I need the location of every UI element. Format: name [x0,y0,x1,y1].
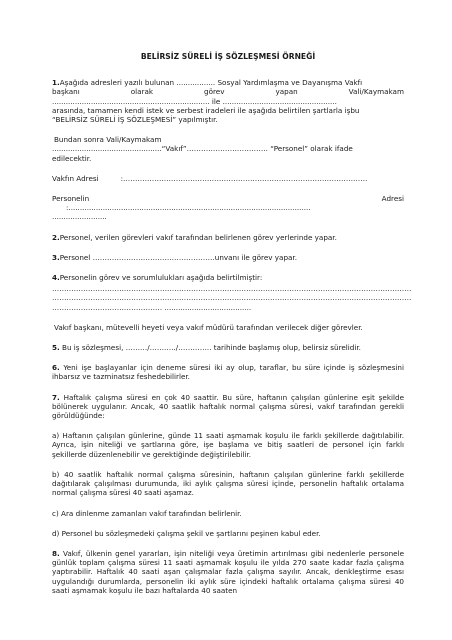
parties-line1: Bundan sonra Vali/Kaymakam [54,135,162,145]
clause-6: 6. Yeni işe başlayanlar için deneme süresi iki ay olup, taraflar, bu süre içinde iş sözleşmesini ihbarsız ve tazminatsız feshedebilirler. [52,363,404,382]
clause-7: 7. Haftalık çalışma süresi en çok 40 saattir. Bu süre, haftanın çalışılan günlerine eşit şekilde bölünerek uygulanır. Ancak, 40 saatlik haftalık normal çalışma süresi, vakıf tarafından gerekli görüldüğünde: [52,392,404,421]
personel-address-line2: ........................ [52,212,107,222]
document-title: BELİRSİZ SÜRELİ İŞ SÖZLEŞMESİ ÖRNEĞİ [140,52,316,61]
clause-5: 5. Bu iş sözleşmesi, ………/………../………….. tarihinde başlamış olup, belirsiz süreli​dir. [52,343,361,353]
clause-8: 8. Vakıf, ülkenin genel yararları, işin niteliği veya üretimin artırılması gibi nedenlerle personele günlük toplam çalışma süresi 11 saati aşmamak koşulu ile yılda 270 saate kadar fazla çalışma yaptırabilir. Haftalık 40 saati aşan çalışmalar fazla çalışma sayılır. Ancak, denkleştirme esası uygulandığı durumlarda, personelin iki aylık süre içindeki haftalık ortalama çalışma süresi 40 saati aşmamak koşulu ile bazı haftalarda 40 saaten [52,548,404,595]
vakif-address-value: :………………………………………………………………………………………… [120,173,368,183]
personel-address-line1: :.......................................................................................................... [66,203,311,213]
personel-address-label: Personelin [52,194,90,204]
parties-definition [52,135,404,163]
clause-3: 3.Personel ……………………………………………unvanı ile görev yapar. [52,252,298,262]
personel-address [52,194,404,222]
personel-address-label-right: Adresi [381,194,404,204]
duty-line: …………………………………………………………………………………………………………………………………… [52,293,412,303]
clause-4: 4.Personelin görev ve sorumlulukları aşağıda belirtilmiştir: …………………………………………………………………………………………………………………………………… …………………………………………………………………………………………………………………………………… ………………………………………. ...................................... [52,273,412,312]
vakif-address-label: Vakfın Adresi [52,173,99,183]
clause-7a: a) Haftanın çalışılan günlerine, günde 11 saati aşmamak koşulu ile farklı şekillerde dağıtılabilir. Ayrıca, işin niteliği ve şartlarına göre, işe başlama ve bitiş saatleri de personel için farklı şekillerde düzenlenebilir ve gerektiğinde değiştirilebilir. [52,431,404,459]
clause-1-line1: 1.Aşağıda adresleri yazılı bulunan ................. Sosyal Yardımlaşma ve Dayanışma Vakfı [52,78,363,88]
clause-1 [52,78,404,124]
clause-1-line2: başkanı olarak görev yapan Vali/Kaymakam [52,87,404,97]
parties-line2: ................................................“Vakıf”……………………………. “Personel” olarak ifade [52,144,353,154]
duty-line: …………………………………………………………………………………………………………………………………… [52,284,412,294]
clause-1-line4: arasında, tamamen kendi istek ve serbest iradeleri ile aşağıda belirtilen şartlarla işbu [52,105,360,115]
clause-7d: d) Personel bu sözleşmedeki çalışma şekil ve şartlarını peşinen kabul eder. [52,528,321,538]
clause-number: 1. [52,78,60,88]
vakif-address [52,174,404,183]
clause-2: 2.Personel, verilen görevleri vakıf tarafından belirlenen görev yerlerinde yapar. [52,232,337,242]
parties-line3: edilecektir. [52,153,92,163]
clause-1-line5: “BELİRSİZ SÜRELİ İŞ SÖZLEŞMESİ” yapılmıştır. [52,115,218,125]
clause-1-line3: ..................................................................... ile .................................................. [52,96,337,106]
clause-7c: c) Ara dinlenme zamanları vakıf tarafından belirlenir. [52,508,242,518]
other-duties: Vakıf başkanı, mütevelli heyeti veya vakıf müdürü tarafından verilecek diğer görevler. [54,322,363,332]
clause-7b: b) 40 saatlik haftalık normal çalışma süresinin, haftanın çalışılan günlerine farklı şekillerde dağıtılarak çalışılması durumunda, iki aylık çalışma süresi içinde, personelin haftalık ortalama normal çalışma süresi 40 saati aşamaz. [52,469,404,498]
duty-line: ………………………………………. ...................................... [52,302,252,312]
